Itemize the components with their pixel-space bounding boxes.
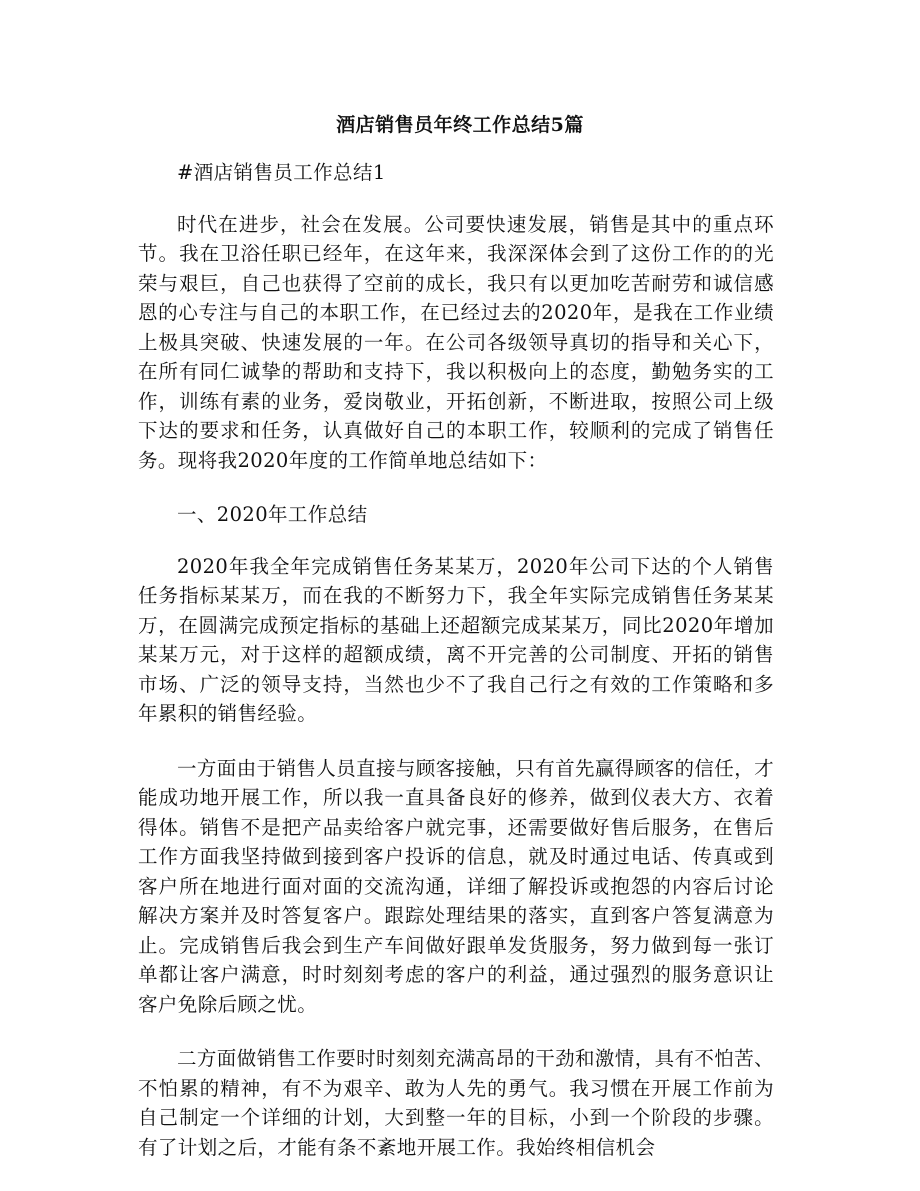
document-title: 酒店销售员年终工作总结5篇 xyxy=(336,114,584,136)
section-heading: #酒店销售员工作总结1 xyxy=(177,161,386,184)
paragraph-results: 2020年我全年完成销售任务某某万，2020年公司下达的个人销售任务指标某某万，而在我的不断努力下，我全年实际完成销售任务某某万，在圆满完成预定指标的基础上还超额完成某某万，同比2020年增加某某万元，对于这样的超额成绩，离不开完善的公司制度、开拓的销售市场、广泛的领导支持，当然也少不了我自己行之有效的工作策略和多年累积的销售经验。 xyxy=(138,554,774,725)
paragraph-service: 一方面由于销售人员直接与顾客接触，只有首先赢得顾客的信任，才能成功地开展工作，所以我一直具备良好的修养，做到仪表大方、衣着得体。销售不是把产品卖给客户就完事，还需要做好售后服务，在售后工作方面我坚持做到接到客户投诉的信息，就及时通过电话、传真或到客户所在地进行面对面的交流沟通，详细了解投诉或抱怨的内容后讨论解决方案并及时答复客户。跟踪处理结果的落实，直到客户答复满意为止。完成销售后我会到生产车间做好跟单发货服务，努力做到每一张订单都让客户满意，时时刻刻考虑的客户的利益，通过强烈的服务意识让客户免除后顾之忧。 xyxy=(138,756,775,1016)
paragraph-planning: 二方面做销售工作要时时刻刻充满高昂的干劲和激情，具有不怕苦、不怕累的精神，有不为艰辛、敢为人先的勇气。我习惯在开展工作前为自己制定一个详细的计划，大到整一年的目标，小到一个阶段的步骤。有了计划之后，才能有条不紊地开展工作。我始终相信机会 xyxy=(138,1047,775,1159)
paragraph-intro: 时代在进步，社会在发展。公司要快速发展，销售是其中的重点环节。我在卫浴任职已经年，在这年来，我深深体会到了这份工作的的光荣与艰巨，自己也获得了空前的成长，我只有以更加吃苦耐劳和诚信感恩的心专注与自己的本职工作，在已经过去的2020年，是我在工作业绩上极具突破、快速发展的一年。在公司各级领导真切的指导和关心下，在所有同仁诚挚的帮助和支持下，我以积极向上的态度，勤勉务实的工作，训练有素的业务，爱岗敬业，开拓创新，不断进取，按照公司上级下达的要求和任务，认真做好自己的本职工作，较顺利的完成了销售任务。现将我2020年度的工作简单地总结如下： xyxy=(138,212,774,472)
subsection-heading: 一、2020年工作总结 xyxy=(177,503,368,526)
document-body xyxy=(138,158,774,1187)
